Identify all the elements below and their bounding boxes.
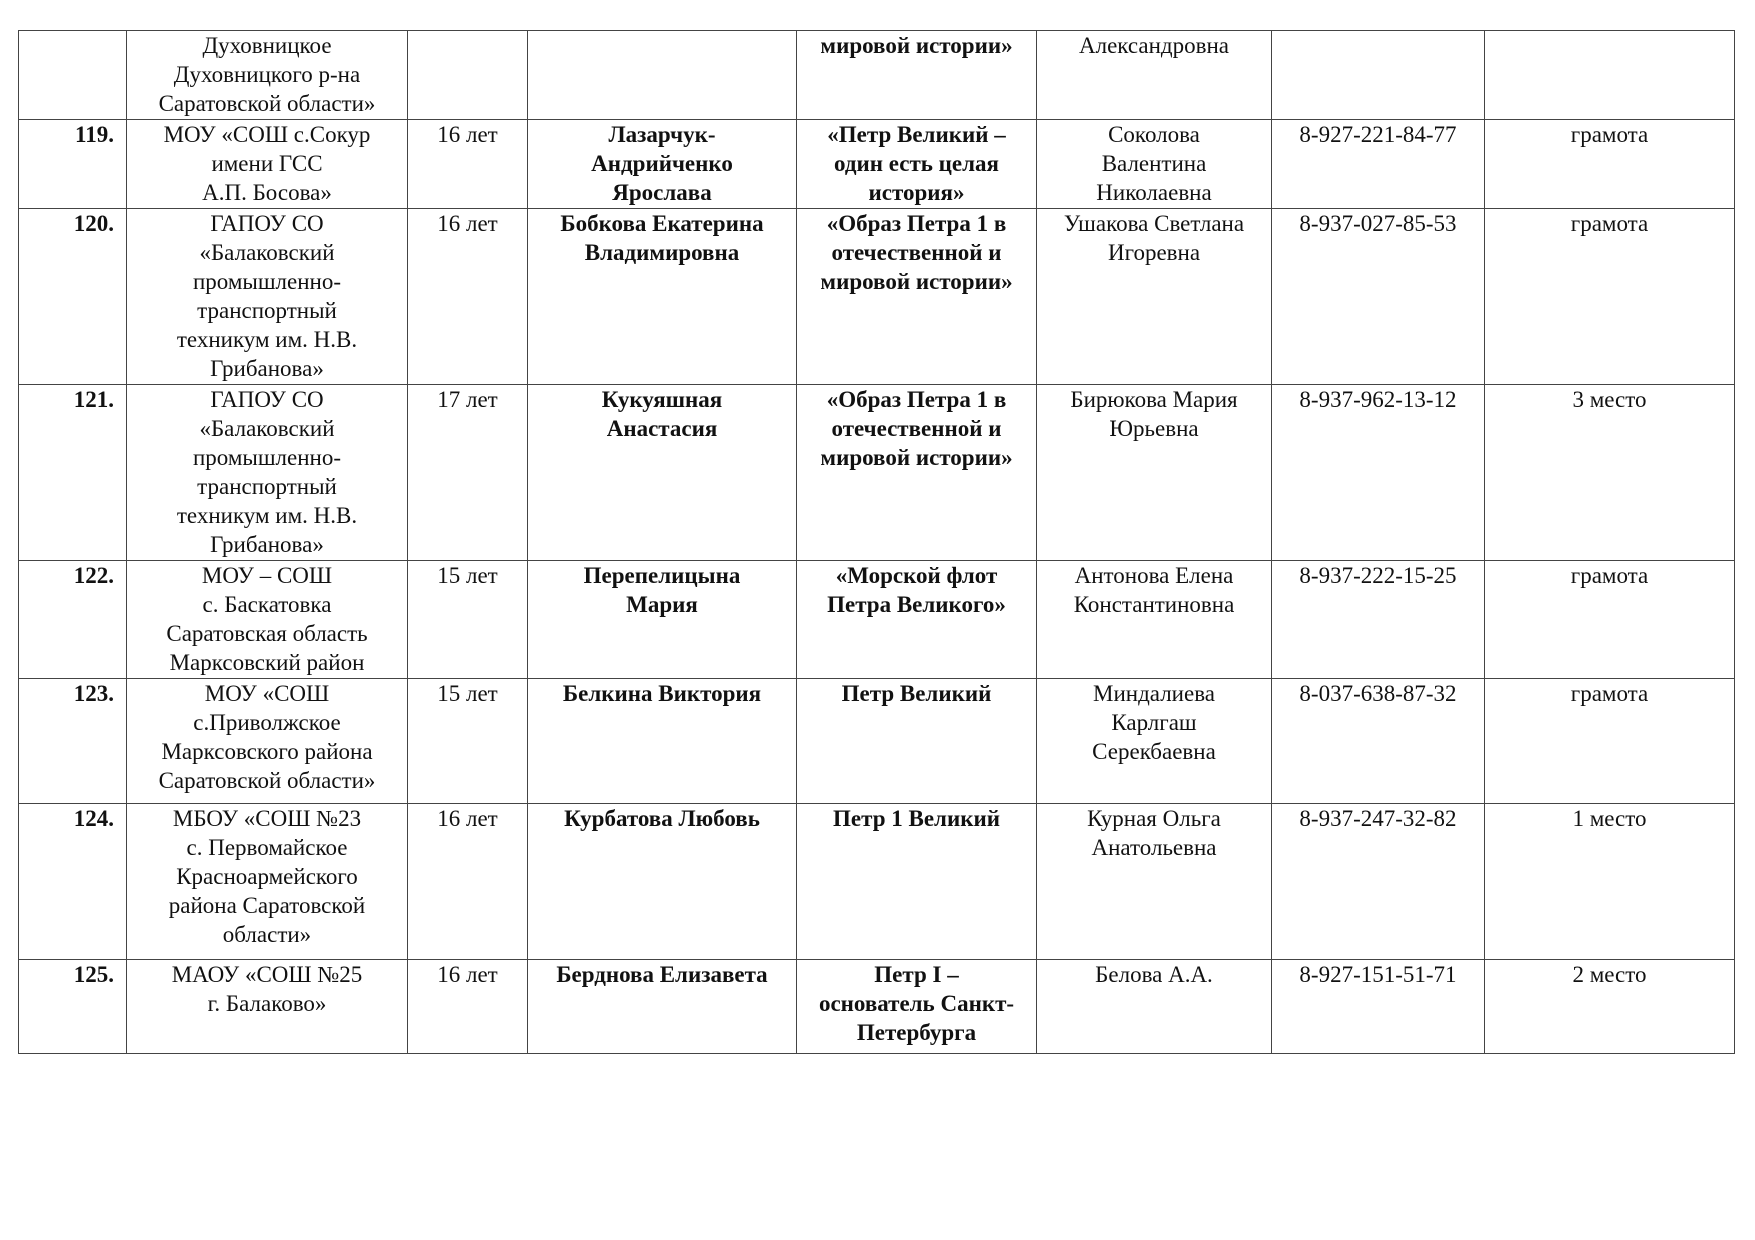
school-cell: ГАПОУ СО «Балаковский промышленно- транспортный техникум им. Н.В. Грибанова» — [127, 385, 408, 561]
table-row — [19, 31, 1735, 120]
teacher-cell: Антонова Елена Константиновна — [1037, 561, 1272, 679]
result-cell: грамота — [1485, 679, 1735, 804]
teacher-cell: Курная Ольга Анатольевна — [1037, 804, 1272, 960]
teacher-cell: Белова А.А. — [1037, 960, 1272, 1054]
table-row — [19, 385, 1735, 561]
table-row — [19, 679, 1735, 804]
age-cell — [408, 31, 528, 120]
teacher-cell: Ушакова Светлана Игоревна — [1037, 209, 1272, 385]
topic-cell: Петр I – основатель Санкт- Петербурга — [797, 960, 1037, 1054]
topic-cell: «Образ Петра 1 в отечественной и мировой истории» — [797, 385, 1037, 561]
topic-cell: Петр 1 Великий — [797, 804, 1037, 960]
age-cell: 17 лет — [408, 385, 528, 561]
school-cell: МАОУ «СОШ №25 г. Балаково» — [127, 960, 408, 1054]
participant-name-cell: Берднова Елизавета — [528, 960, 797, 1054]
result-cell: 2 место — [1485, 960, 1735, 1054]
table-row — [19, 120, 1735, 209]
result-cell: грамота — [1485, 120, 1735, 209]
row-number: 120. — [19, 209, 127, 385]
phone-cell — [1272, 31, 1485, 120]
phone-cell: 8-937-222-15-25 — [1272, 561, 1485, 679]
participant-name-cell: Перепелицына Мария — [528, 561, 797, 679]
result-cell: 3 место — [1485, 385, 1735, 561]
topic-cell: «Образ Петра 1 в отечественной и мировой истории» — [797, 209, 1037, 385]
age-cell: 16 лет — [408, 209, 528, 385]
school-cell: МБОУ «СОШ №23 с. Первомайское Красноармейского района Саратовской области» — [127, 804, 408, 960]
table-row — [19, 960, 1735, 1054]
row-number: 125. — [19, 960, 127, 1054]
document-page — [18, 30, 1734, 1054]
participants-table — [18, 30, 1735, 1054]
participant-name-cell: Лазарчук- Андрийченко Ярослава — [528, 120, 797, 209]
row-number: 122. — [19, 561, 127, 679]
phone-cell: 8-937-962-13-12 — [1272, 385, 1485, 561]
phone-cell: 8-037-638-87-32 — [1272, 679, 1485, 804]
result-cell — [1485, 31, 1735, 120]
table-row — [19, 209, 1735, 385]
row-number: 123. — [19, 679, 127, 804]
row-number — [19, 31, 127, 120]
teacher-cell: Соколова Валентина Николаевна — [1037, 120, 1272, 209]
age-cell: 16 лет — [408, 960, 528, 1054]
participant-name-cell — [528, 31, 797, 120]
age-cell: 15 лет — [408, 679, 528, 804]
teacher-cell: Александровна — [1037, 31, 1272, 120]
phone-cell: 8-937-247-32-82 — [1272, 804, 1485, 960]
result-cell: 1 место — [1485, 804, 1735, 960]
teacher-cell: Бирюкова Мария Юрьевна — [1037, 385, 1272, 561]
table-row — [19, 561, 1735, 679]
age-cell: 16 лет — [408, 804, 528, 960]
topic-cell: «Петр Великий – один есть целая история» — [797, 120, 1037, 209]
topic-cell: Петр Великий — [797, 679, 1037, 804]
teacher-cell: Миндалиева Карлгаш Серекбаевна — [1037, 679, 1272, 804]
table-row — [19, 804, 1735, 960]
topic-cell: мировой истории» — [797, 31, 1037, 120]
age-cell: 15 лет — [408, 561, 528, 679]
row-number: 119. — [19, 120, 127, 209]
age-cell: 16 лет — [408, 120, 528, 209]
participant-name-cell: Бобкова Екатерина Владимировна — [528, 209, 797, 385]
participant-name-cell: Белкина Виктория — [528, 679, 797, 804]
phone-cell: 8-927-151-51-71 — [1272, 960, 1485, 1054]
school-cell: МОУ – СОШ с. Баскатовка Саратовская область Марксовский район — [127, 561, 408, 679]
phone-cell: 8-927-221-84-77 — [1272, 120, 1485, 209]
result-cell: грамота — [1485, 209, 1735, 385]
phone-cell: 8-937-027-85-53 — [1272, 209, 1485, 385]
school-cell: ГАПОУ СО «Балаковский промышленно- транспортный техникум им. Н.В. Грибанова» — [127, 209, 408, 385]
row-number: 121. — [19, 385, 127, 561]
participant-name-cell: Кукуяшная Анастасия — [528, 385, 797, 561]
participant-name-cell: Курбатова Любовь — [528, 804, 797, 960]
row-number: 124. — [19, 804, 127, 960]
school-cell: МОУ «СОШ с.Сокур имени ГСС А.П. Босова» — [127, 120, 408, 209]
school-cell: МОУ «СОШ с.Приволжское Марксовского района Саратовской области» — [127, 679, 408, 804]
school-cell: Духовницкое Духовницкого р-на Саратовской области» — [127, 31, 408, 120]
topic-cell: «Морской флот Петра Великого» — [797, 561, 1037, 679]
result-cell: грамота — [1485, 561, 1735, 679]
